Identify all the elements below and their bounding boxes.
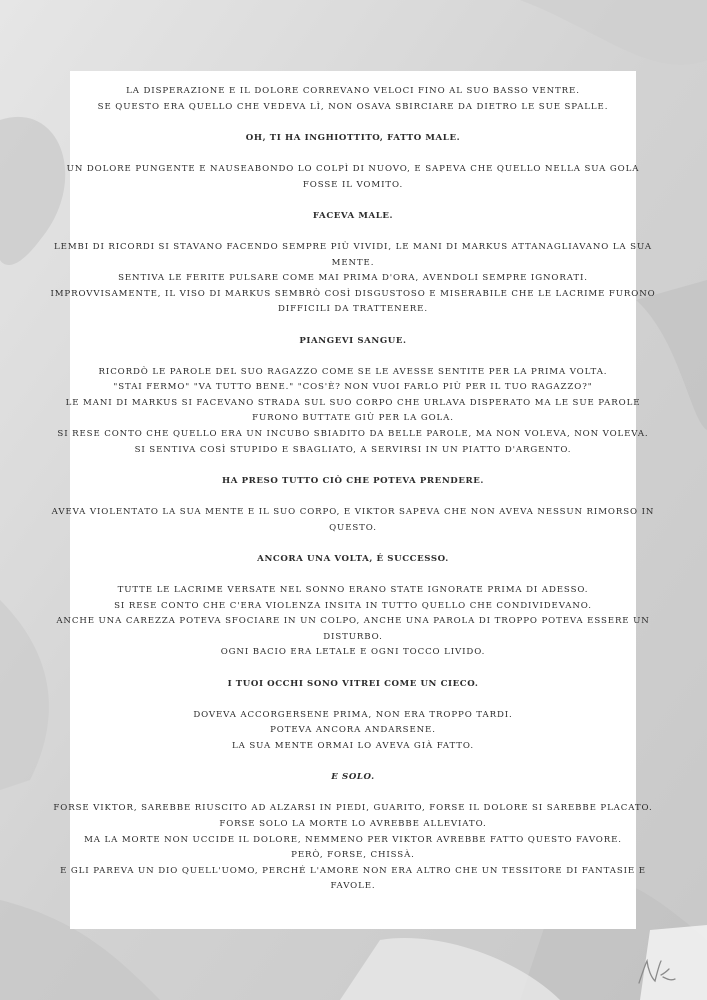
text-line: UN DOLORE PUNGENTE E NAUSEABONDO LO COLPÌ DI NUOVO, E SAPEVA CHE QUELLO NELLA SUA GOLA FOSSE IL VOMITO. [66,163,640,190]
signature [633,957,679,987]
text-line: SI RESE CONTO CHE QUELLO ERA UN INCUBO SBIADITO DA BELLE PAROLE, MA NON VOLEVA, NON VOLEVA. [57,429,649,440]
paragraph [50,240,656,318]
paragraph [50,162,656,193]
text-line: POTEVA ANCORA ANDARSENE. [270,725,436,736]
text-line: RICORDÒ LE PAROLE DEL SUO RAGAZZO COME SE LE AVESSE SENTITE PER LA PRIMA VOLTA. [98,366,608,377]
section-heading [50,770,656,786]
text-line: HA PRESO TUTTO CIÒ CHE POTEVA PRENDERE. [222,475,484,486]
text-line: LA DISPERAZIONE E IL DOLORE CORREVANO VELOCI FINO AL SUO BASSO VENTRE. [126,86,580,96]
text-line: PERÒ, FORSE, CHISSÀ. [291,850,415,861]
text-line: DOVEVA ACCORGERSENE PRIMA, NON ERA TROPPO TARDI. [193,709,513,720]
text-line: SENTIVA LE FERITE PULSARE COME MAI PRIMA D'ORA, AVENDOLI SEMPRE IGNORATI. [118,273,588,284]
paragraph [50,801,656,895]
text-line: LE MANI DI MARKUS SI FACEVANO STRADA SUL SUO CORPO CHE URLAVA DISPERATO MA LE SUE PAROLE FURONO BUTTATE GIÙ PER LA GOLA. [65,397,641,424]
text-line: PIANGEVI SANGUE. [299,335,407,346]
text-line: FACEVA MALE. [312,210,394,221]
text-line: SE QUESTO ERA QUELLO CHE VEDEVA LÌ, NON OSAVA SBIRCIARE DA DIETRO LE SUE SPALLE. [97,101,609,112]
text-line: MA LA MORTE NON UCCIDE IL DOLORE, NEMMENO PER VIKTOR AVREBBE FATTO QUESTO FAVORE. [84,834,622,845]
section-heading [50,552,656,568]
text-line: FORSE SOLO LA MORTE LO AVREBBE ALLEVIATO. [219,818,487,829]
paragraph [50,708,656,755]
section-heading [50,334,656,350]
text-line: "STAI FERMO" "VA TUTTO BENE." "COS'È? NON VUOI FARLO PIÙ PER IL TUO RAGAZZO?" [113,382,593,393]
text-line: AVEVA VIOLENTATO LA SUA MENTE E IL SUO CORPO, E VIKTOR SAPEVA CHE NON AVEVA NESSUN RIMORSO IN QUESTO. [51,507,655,533]
text-line: I TUOI OCCHI SONO VITREI COME UN CIECO. [227,678,479,689]
text-line: LEMBI DI RICORDI SI STAVANO FACENDO SEMPRE PIÙ VIVIDI, LE MANI DI MARKUS ATTANAGLIAVANO LA SUA MENTE. [54,241,652,268]
poem-text [50,84,656,910]
text-line: ANCORA UNA VOLTA, É SUCCESSO. [257,553,449,564]
paragraph [50,505,656,536]
section-heading [50,209,656,225]
text-line: OH, TI HA INGHIOTTITO, FATTO MALE. [245,132,461,143]
text-line: TUTTE LE LACRIME VERSATE NEL SONNO ERANO STATE IGNORATE PRIMA DI ADESSO. [117,585,589,595]
paragraph [50,583,656,661]
section-heading [50,474,656,490]
paragraph [50,84,656,115]
text-line: SI RESE CONTO CHE C'ERA VIOLENZA INSITA IN TUTTO QUELLO CHE CONDIVIDEVANO. [114,600,592,611]
section-heading [50,131,656,147]
text-line: LA SUA MENTE ORMAI LO AVEVA GIÀ FATTO. [232,740,474,751]
text-line: E SOLO. [331,772,375,783]
text-line: IMPROVVISAMENTE, IL VISO DI MARKUS SEMBRÒ COSÌ DISGUSTOSO E MISERABILE CHE LE LACRIME FURONO DIFFICILI DA TRATTENERE. [50,288,656,315]
text-line: ANCHE UNA CAREZZA POTEVA SFOCIARE IN UN COLPO, ANCHE UNA PAROLA DI TROPPO POTEVA ESSERE UN DISTURBO. [56,616,650,642]
paragraph [50,365,656,459]
text-line: SI SENTIVA COSÌ STUPIDO E SBAGLIATO, A SERVIRSI IN UN PIATTO D'ARGENTO. [134,444,572,455]
section-heading [50,677,656,693]
text-line: E GLI PAREVA UN DIO QUELL'UOMO, PERCHÉ L'AMORE NON ERA ALTRO CHE UN TESSITORE DI FANTASIE E FAVOLE. [60,865,646,892]
text-line: FORSE VIKTOR, SAREBBE RIUSCITO AD ALZARSI IN PIEDI, GUARITO, FORSE IL DOLORE SI SAREBBE PLACATO. [53,803,653,814]
text-line: OGNI BACIO ERA LETALE E OGNI TOCCO LIVIDO. [220,647,486,658]
